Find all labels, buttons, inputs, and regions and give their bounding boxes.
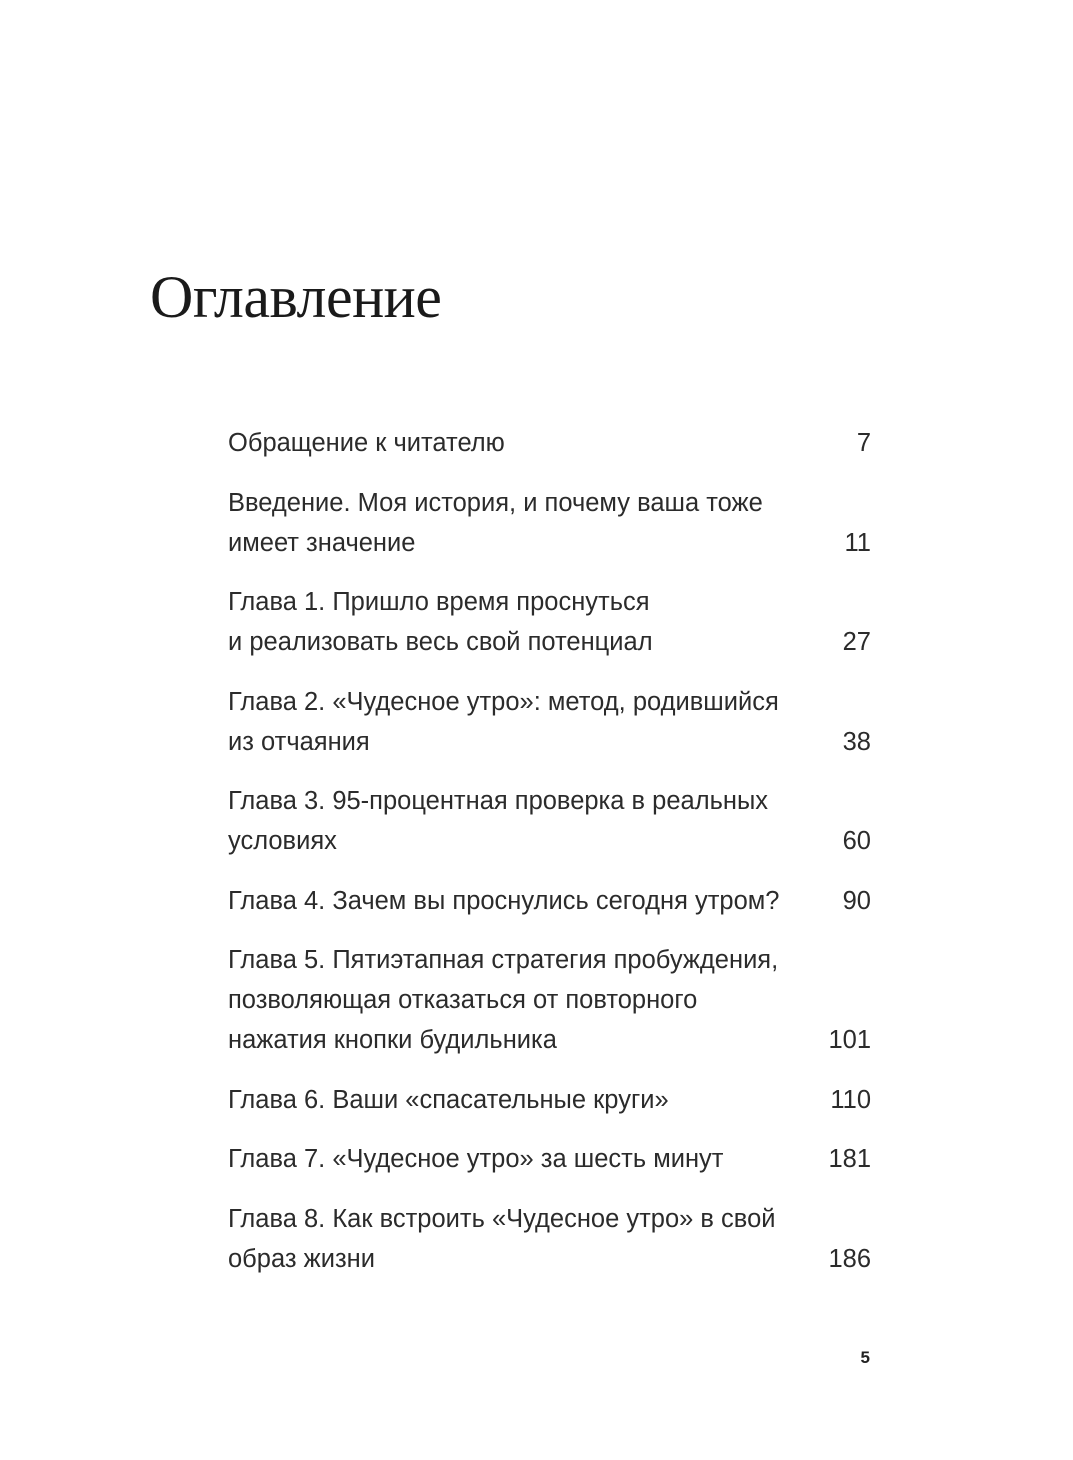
- toc-entry-page: 181: [828, 1145, 871, 1173]
- toc-entry-page: 90: [842, 886, 871, 915]
- toc-entry-line: Обращение к читателю: [228, 429, 505, 457]
- page-title: Оглавление: [150, 264, 442, 330]
- toc-entry-line: Глава 2. «Чудесное утро»: метод, родившийся: [228, 687, 779, 716]
- toc-entry-title: [228, 423, 505, 463]
- toc-entry-title: [228, 582, 653, 662]
- toc-entry-title: [228, 483, 763, 563]
- toc-entry[interactable]: [228, 1199, 871, 1279]
- toc-entry-page: 101: [828, 1026, 871, 1054]
- toc-entry[interactable]: [228, 1139, 871, 1179]
- toc-entry-line: нажатия кнопки будильника: [228, 1026, 557, 1054]
- toc-entry-title: [228, 1139, 723, 1179]
- toc-entry[interactable]: [228, 483, 871, 563]
- toc-entry-line: и реализовать весь свой потенциал: [228, 628, 653, 656]
- toc-entry-line: Глава 5. Пятиэтапная стратегия пробуждения,: [228, 946, 779, 974]
- toc-entry-title: [228, 682, 779, 762]
- toc-entry-line: Глава 1. Пришло время проснуться: [228, 588, 650, 616]
- toc-entry-line: Глава 7. «Чудесное утро» за шесть минут: [228, 1145, 724, 1173]
- toc-entry-line: имеет значение: [228, 528, 416, 557]
- toc-entry-page: 186: [828, 1244, 871, 1273]
- toc-entry-page: 60: [842, 827, 871, 855]
- toc-entry[interactable]: [228, 940, 871, 1060]
- toc-entry[interactable]: [228, 781, 871, 861]
- toc-entry-line: условиях: [228, 827, 337, 855]
- toc-entry[interactable]: [228, 423, 871, 463]
- toc-entry-line: Глава 3. 95-процентная проверка в реальных: [228, 787, 769, 815]
- toc-entry-page: 110: [830, 1085, 871, 1114]
- table-of-contents: [228, 423, 871, 1298]
- toc-entry[interactable]: [228, 582, 871, 662]
- toc-entry-title: [228, 1199, 776, 1279]
- page-number: 5: [860, 1348, 870, 1367]
- toc-entry-title: [228, 940, 778, 1060]
- toc-entry-line: образ жизни: [228, 1244, 375, 1273]
- toc-entry-line: из отчаяния: [228, 727, 370, 756]
- toc-entry-page: 38: [842, 727, 871, 756]
- toc-entry[interactable]: [228, 1080, 871, 1120]
- toc-entry-line: позволяющая отказаться от повторного: [228, 986, 698, 1014]
- toc-entry[interactable]: [228, 682, 871, 762]
- toc-entry-page: 11: [844, 528, 871, 557]
- toc-entry-line: Глава 4. Зачем вы проснулись сегодня утром?: [228, 886, 780, 915]
- toc-entry-line: Введение. Моя история, и почему ваша тоже: [228, 488, 763, 517]
- toc-entry-title: [228, 1080, 669, 1120]
- toc-entry-title: [228, 781, 768, 861]
- toc-entry[interactable]: [228, 881, 871, 921]
- toc-entry-page: 27: [842, 628, 871, 656]
- toc-entry-title: [228, 881, 779, 921]
- toc-entry-line: Глава 6. Ваши «спасательные круги»: [228, 1085, 669, 1114]
- toc-entry-page: 7: [856, 429, 871, 457]
- toc-entry-line: Глава 8. Как встроить «Чудесное утро» в свой: [228, 1204, 776, 1233]
